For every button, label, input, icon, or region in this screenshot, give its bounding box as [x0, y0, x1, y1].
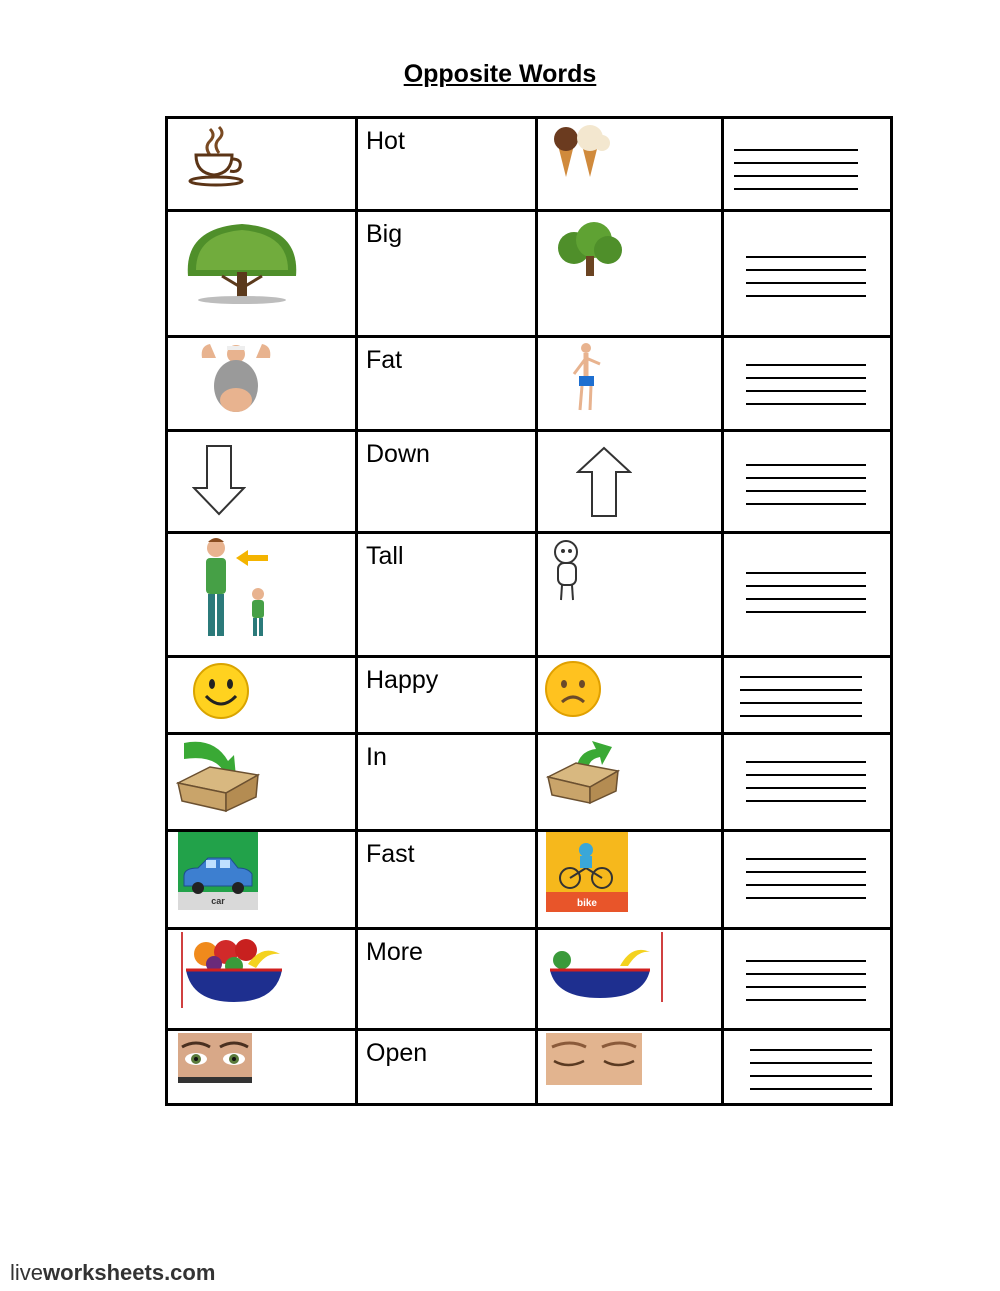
big-tree-icon [182, 220, 302, 306]
hot-coffee-icon [186, 125, 248, 189]
answer-cell[interactable] [723, 533, 892, 657]
word-cell [357, 1030, 537, 1105]
answer-cell[interactable] [723, 929, 892, 1030]
right-picture-cell [537, 211, 723, 337]
right-picture-cell [537, 337, 723, 431]
answer-cell[interactable] [723, 1030, 892, 1105]
right-picture-cell [537, 1030, 723, 1105]
tall-man-icon [196, 536, 296, 642]
table-row [167, 431, 892, 533]
writing-lines[interactable] [750, 1049, 872, 1101]
word-cell [357, 337, 537, 431]
car-icon [178, 832, 258, 910]
right-picture-cell [537, 929, 723, 1030]
arrow-into-box-icon [176, 737, 260, 813]
empty-fruit-bowl-icon [548, 930, 668, 1006]
word-cell [357, 211, 537, 337]
left-picture-cell [167, 431, 357, 533]
arrow-up-icon [576, 446, 632, 518]
writing-lines[interactable] [746, 464, 866, 516]
writing-lines[interactable] [746, 256, 866, 308]
word-cell [357, 533, 537, 657]
ice-cream-icon [546, 123, 614, 179]
table-row [167, 118, 892, 211]
right-picture-cell [537, 431, 723, 533]
word-cell [357, 118, 537, 211]
word-label: Big [366, 220, 403, 248]
answer-cell[interactable] [723, 657, 892, 734]
opposites-table [165, 116, 893, 1106]
answer-cell[interactable] [723, 337, 892, 431]
word-label: Happy [366, 666, 439, 694]
right-picture-cell [537, 533, 723, 657]
closed-eyes-icon [546, 1033, 642, 1085]
answer-cell[interactable] [723, 734, 892, 831]
left-picture-cell [167, 929, 357, 1030]
word-label: Fast [366, 840, 415, 868]
table-row [167, 211, 892, 337]
table-row [167, 1030, 892, 1105]
left-picture-cell [167, 118, 357, 211]
left-picture-cell [167, 1030, 357, 1105]
writing-lines[interactable] [746, 858, 866, 910]
logo-light-text: live [10, 1260, 44, 1285]
table-row [167, 337, 892, 431]
left-picture-cell [167, 734, 357, 831]
word-label: More [366, 938, 423, 966]
full-fruit-bowl-icon [176, 930, 288, 1010]
answer-cell[interactable] [723, 118, 892, 211]
answer-cell[interactable] [723, 211, 892, 337]
thin-man-icon [568, 342, 608, 414]
writing-lines[interactable] [734, 149, 858, 201]
left-picture-cell [167, 831, 357, 929]
bike-icon [546, 832, 628, 912]
writing-lines[interactable] [746, 572, 866, 624]
left-picture-cell [167, 533, 357, 657]
arrow-out-of-box-icon [546, 737, 620, 805]
word-label: Fat [366, 346, 403, 374]
open-eyes-icon [178, 1033, 252, 1083]
answer-cell[interactable] [723, 831, 892, 929]
left-picture-cell [167, 657, 357, 734]
word-label: Tall [366, 542, 404, 570]
sad-face-icon [544, 660, 602, 718]
table-row [167, 533, 892, 657]
table-row [167, 657, 892, 734]
logo-bold-text: worksheets.com [43, 1260, 216, 1285]
writing-lines[interactable] [746, 364, 866, 416]
word-cell [357, 657, 537, 734]
right-picture-cell [537, 831, 723, 929]
word-label: Open [366, 1039, 428, 1067]
site-logo [10, 1260, 215, 1286]
right-picture-cell [537, 118, 723, 211]
writing-lines[interactable] [746, 761, 866, 813]
writing-lines[interactable] [746, 960, 866, 1012]
happy-face-icon [192, 662, 250, 720]
left-picture-cell [167, 337, 357, 431]
small-tree-icon [550, 222, 628, 280]
word-label: Hot [366, 127, 405, 155]
arrow-down-icon [192, 444, 246, 516]
left-picture-cell [167, 211, 357, 337]
fat-man-icon [196, 340, 276, 414]
right-picture-cell [537, 734, 723, 831]
word-label: In [366, 743, 387, 771]
bike-caption: bike [576, 898, 598, 909]
short-boy-icon [548, 538, 588, 604]
car-caption: car [211, 896, 225, 906]
word-cell [357, 929, 537, 1030]
table-row [167, 734, 892, 831]
page-title: Opposite Words [403, 60, 597, 88]
answer-cell[interactable] [723, 431, 892, 533]
word-cell [357, 734, 537, 831]
writing-lines[interactable] [740, 676, 862, 728]
right-picture-cell [537, 657, 723, 734]
table-row [167, 831, 892, 929]
word-cell [357, 831, 537, 929]
word-label: Down [366, 440, 430, 468]
table-row [167, 929, 892, 1030]
word-cell [357, 431, 537, 533]
